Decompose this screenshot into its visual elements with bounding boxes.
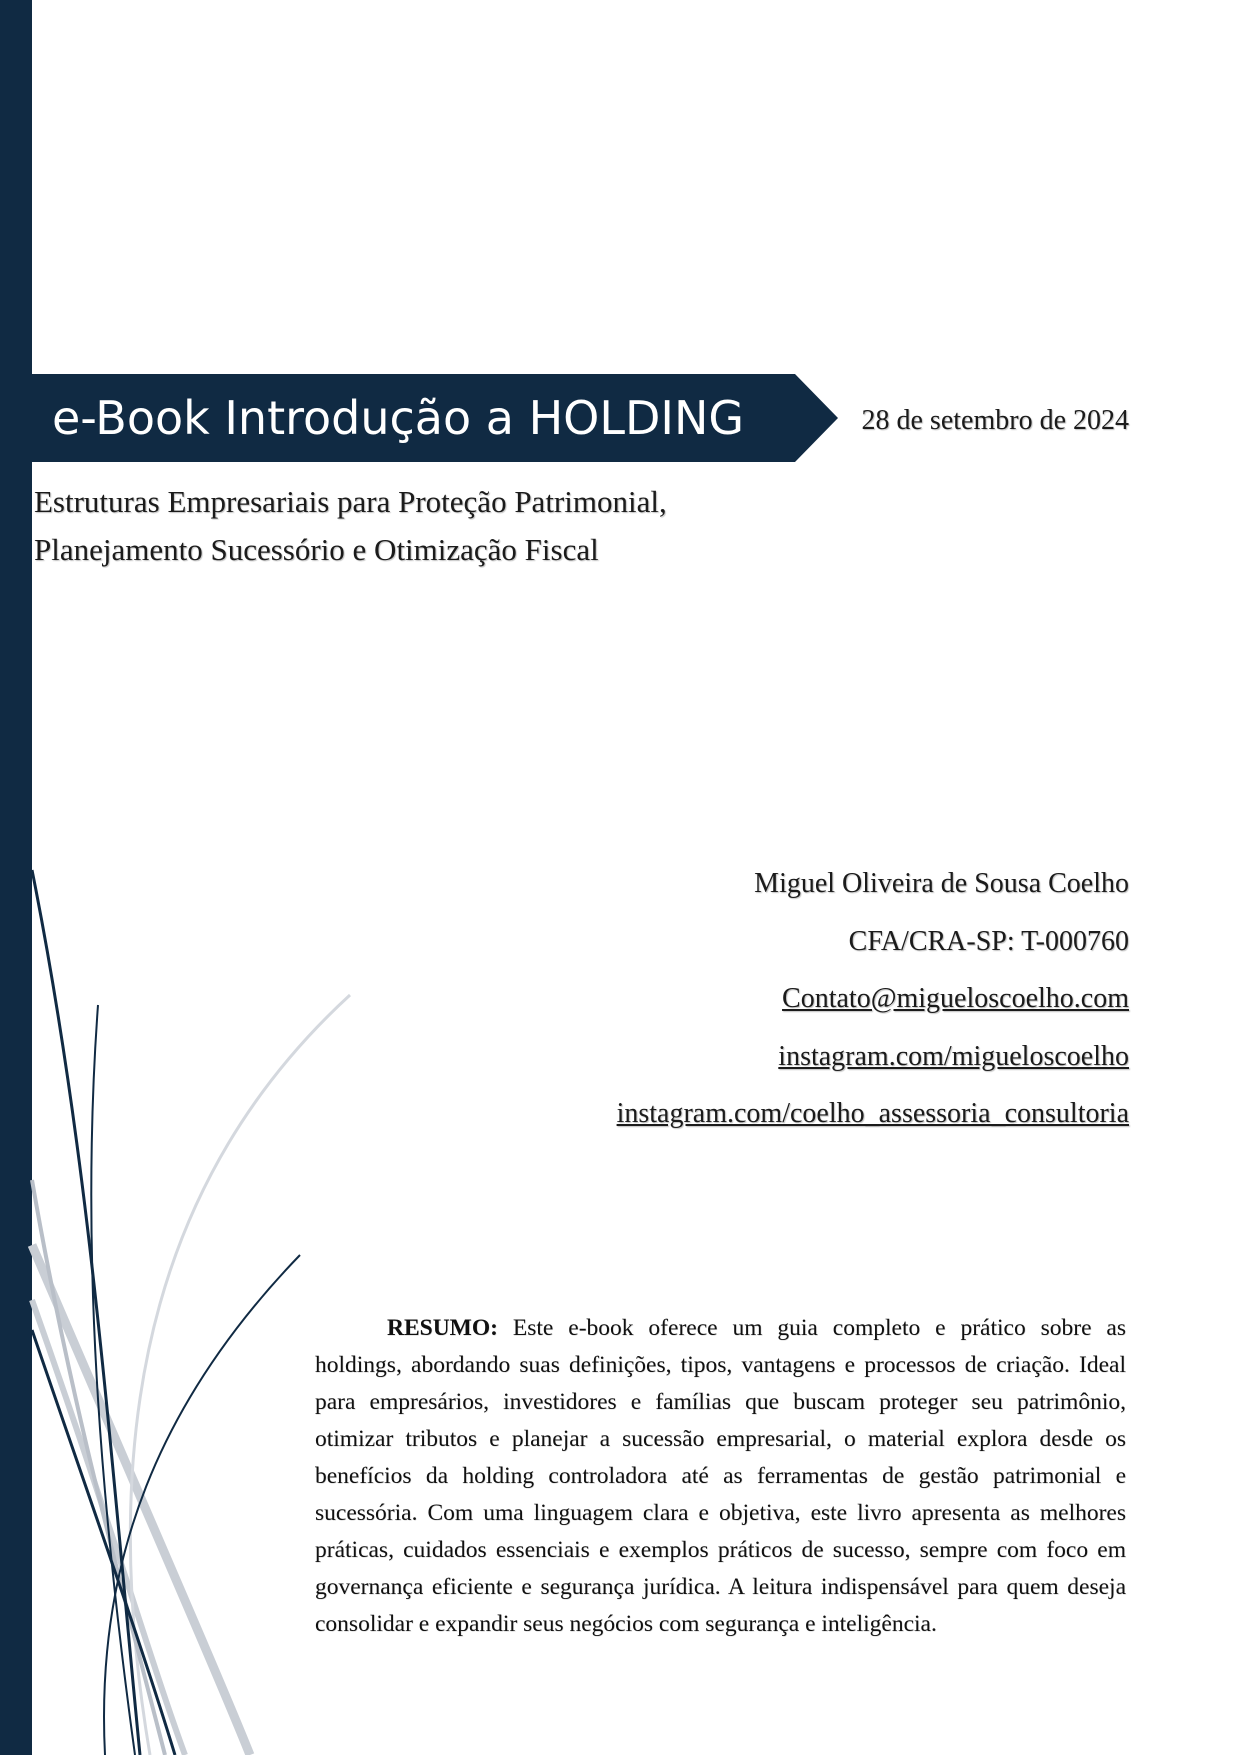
abstract-label: RESUMO: [387, 1315, 498, 1341]
subtitle-line: Estruturas Empresariais para Proteção Patrimonial, [34, 484, 667, 519]
ebook-subtitle [34, 478, 667, 574]
subtitle-line: Planejamento Sucessório e Otimização Fiscal [34, 532, 599, 567]
swoosh-navy-1 [32, 870, 140, 1755]
email-link[interactable]: Contato@migueloscoelho.com [782, 983, 1129, 1014]
abstract-text: Este e-book oferece um guia completo e prático sobre as holdings, abordando suas definições, tipos, vantagens e processos de criação. Ideal para empresários, investidores e famílias que buscam proteger seu patrimônio, otimizar tributos e planejar a sucessão empresarial, o material explora desde os benefícios da holding controladora até as ferramentas de gestão patrimonial e sucessória. Com uma linguagem clara e objetiva, este livro apresenta as melhores práticas, cuidados essenciais e exemplos práticos de sucesso, sempre com foco em governança eficiente e segurança jurídica. A leitura indispensável para quem deseja consolidar e expandir seus negócios com segurança e inteligência. [315, 1315, 1127, 1637]
ebook-title: e-Book Introdução a HOLDING [52, 391, 745, 445]
instagram-company-link[interactable]: instagram.com/coelho_assessoria_consultoria [616, 1098, 1129, 1129]
publication-date: 28 de setembro de 2024 [861, 405, 1129, 436]
title-banner [0, 374, 840, 462]
author-name: Miguel Oliveira de Sousa Coelho [754, 868, 1129, 899]
author-registration: CFA/CRA-SP: T-000760 [848, 925, 1129, 957]
instagram-personal-link[interactable]: instagram.com/migueloscoelho [778, 1040, 1129, 1072]
swoosh-gray-arc [32, 1180, 165, 1755]
abstract [315, 1310, 1126, 1643]
author-info [617, 862, 1129, 1150]
